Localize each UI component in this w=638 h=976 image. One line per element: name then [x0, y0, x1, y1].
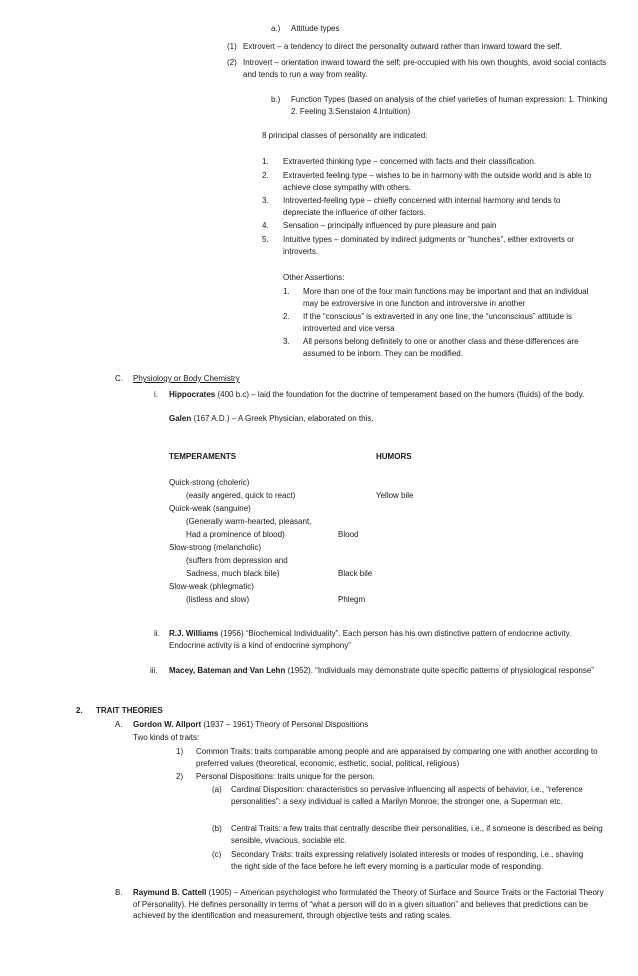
class-number: 4. [262, 221, 269, 230]
galen-name: Galen [169, 414, 192, 423]
disposition-number: (c) [212, 850, 222, 859]
roman-i-number: i. [154, 390, 158, 399]
williams-name: R.J. Williams [169, 629, 219, 638]
humor-value: Yellow bile [376, 491, 414, 500]
temperament-description: (suffers from depression and [186, 556, 288, 565]
hippocrates-paragraph [169, 389, 603, 401]
disposition-text: Central Traits: a few traits that centrally describe their personalities, i.e., if someone is described as being sensible, vivacious, sociable etc. [231, 824, 603, 845]
section-a-number: A. [115, 720, 123, 729]
humor-value: Blood [338, 530, 359, 539]
humor-value: Phlegm [338, 595, 366, 604]
assertion-text: All persons belong definitely to one or another class and these differences are assumed to be inborn. They can be modified. [303, 337, 579, 358]
hippocrates-text: (400 b.c) – laid the foundation for the doctrine of temperament based on the humors (fluids) of the body. [217, 390, 585, 399]
temperament-name: Quick-strong (choleric) [169, 478, 250, 487]
temperament-description: Had a prominence of blood) [186, 530, 285, 539]
allport-paragraph [133, 719, 368, 730]
class-text: Extraverted thinking type – concerned with facts and their classification. [283, 157, 537, 166]
attitude-item-number: (2) [227, 58, 237, 67]
williams-paragraph [169, 628, 587, 651]
macey-name: Macey, Bateman and Van Lehn [169, 666, 286, 675]
temperament-name: Slow-strong (melancholic) [169, 543, 262, 552]
disposition-number: (a) [212, 785, 222, 794]
class-text: Intuitive types – dominated by indirect judgments or “hunches”, either extroverts or introverts. [283, 235, 575, 256]
cattell-text: (1905) – American psychologist who formulated the Theory of Surface and Source Traits or the Factorial Theory of Personality). He defines personality in terms of “what a person will do in a given situation” and believes that predictions can be achieved by the identification and measurement, through objective tests and rating scales. [133, 888, 604, 920]
roman-ii-number: ii. [154, 629, 160, 638]
class-text: Sensation – principally influenced by pure pleasure and pain [283, 221, 497, 230]
cattell-paragraph [133, 887, 605, 922]
function-types-text: Function Types (based on analysis of the chief varieties of human expression: 1. Thinking 2. Feeling 3.Senstaion 4.Intuition) [291, 95, 608, 116]
assertion-text: If the “conscious” is extraverted in any one line, the “unconscious” attitude is introverted and vice versa [303, 312, 573, 333]
attitude-heading-number: a.) [271, 24, 281, 33]
section-2-title: TRAIT THEORIES [96, 706, 163, 715]
humor-value: Black bile [338, 569, 373, 578]
section-b-number: B. [115, 888, 123, 897]
class-number: 1. [262, 157, 269, 166]
temperament-description: (listless and slow) [186, 595, 250, 604]
function-types-number: b.) [271, 95, 281, 104]
section-2-number: 2. [76, 706, 83, 715]
galen-text: (167 A.D.) – A Greek Physician, elaborated on this. [193, 414, 374, 423]
class-number: 2. [262, 171, 269, 180]
class-text: Extraverted feeling type – wishes to be in harmony with the outside world and is able to achieve close sympathy with others. [283, 171, 592, 192]
temperament-description: (easily angered, quick to react) [186, 491, 296, 500]
class-number: 3. [262, 196, 269, 205]
humors-header: HUMORS [376, 452, 412, 461]
classes-intro: 8 principal classes of personality are indicated: [262, 131, 428, 140]
attitude-item-text: Introvert – orientation inward toward the self; pre-occupied with his own thoughts, avoid social contacts and tends to run a way from reality. [243, 58, 607, 79]
williams-text: (1956) “Biochemical Individuality”. Each person has his own distinctive pattern of endocrine activity. Endocrine activity is a kind of endocrine symphony” [169, 629, 572, 650]
temperament-description: (Generally warm-hearted, pleasant, [186, 517, 312, 526]
disposition-number: (b) [212, 824, 222, 833]
assertion-number: 3. [283, 337, 290, 346]
disposition-text: Cardinal Disposition: characteristics so pervasive influencing all aspects of behavior, i.e., “reference personalities”: a sexy individual is called a Marilyn Monroe; the stronger one, a Superman etc. [231, 785, 583, 806]
temperaments-header: TEMPERAMENTS [169, 452, 237, 461]
cattell-name: Raymund B. Cattell [133, 888, 207, 897]
attitude-item-number: (1) [227, 42, 237, 51]
attitude-heading: Attitude types [291, 24, 340, 33]
assertion-number: 1. [283, 287, 290, 296]
trait-kind-text: Common Traits: traits comparable among people and are apparaised by comparing one with another according to preferred values (theoretical, economic, esthetic, social, political, religious) [196, 747, 598, 768]
trait-kind-number: 2) [176, 772, 184, 781]
disposition-text: Secondary Traits: traits expressing relatively isolated interests or modes of responding, i.e., shaving the right side of the face before he left every morning is a particular mode of responding. [231, 850, 584, 871]
allport-text: (1937 – 1961) Theory of Personal Dispositions [203, 720, 369, 729]
trait-kind-number: 1) [176, 747, 184, 756]
section-c-title: Physiology or Body Chemistry [133, 374, 240, 383]
attitude-item-text: Extrovert – a tendency to direct the personality outward rather than inward toward the self. [243, 42, 562, 51]
class-text: Introverted-feeling type – chiefly concerned with internal harmony and tends to depreciate the influence of other factors. [283, 196, 561, 217]
roman-iii-number: iii. [150, 666, 158, 675]
class-number: 5. [262, 235, 269, 244]
macey-text: (1952). “Individuals may demonstrate quite specific patterns of physiological response” [287, 666, 594, 675]
allport-name: Gordon W. Allport [133, 720, 202, 729]
macey-paragraph [169, 665, 599, 677]
galen-paragraph [169, 413, 374, 424]
temperament-name: Slow-weak (phlegmatic) [169, 582, 254, 591]
other-assertions-heading: Other Assertions: [283, 273, 345, 282]
section-c-number: C. [115, 374, 123, 383]
temperament-description: Sadness, much black bile) [186, 569, 280, 578]
two-kinds-label: Two kinds of traits: [133, 733, 200, 742]
hippocrates-name: Hippocrates [169, 390, 216, 399]
trait-kind-text: Personal Dispositions: traits unique for the person. [196, 772, 375, 781]
assertion-number: 2. [283, 312, 290, 321]
assertion-text: More than one of the four main functions may be important and that an individual may be extroversive in one function and introversive in another [303, 287, 589, 308]
temperament-name: Quick-weak (sanguine) [169, 504, 251, 513]
